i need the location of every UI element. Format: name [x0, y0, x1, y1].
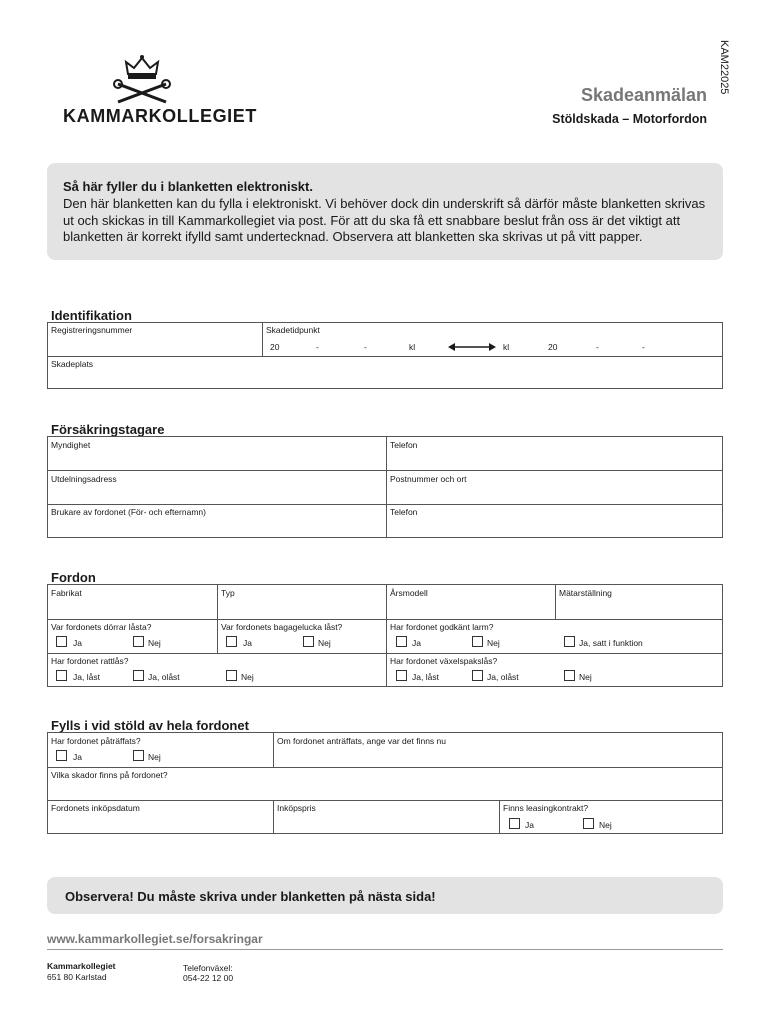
year-prefix-from: 20: [270, 342, 280, 352]
checkbox-dorrar-ja[interactable]: [56, 636, 67, 647]
skador-field[interactable]: [48, 779, 722, 800]
label-inkopsdatum: Fordonets inköpsdatum: [51, 803, 140, 813]
instructions-box: [47, 163, 723, 260]
option-label: Ja, satt i funktion: [579, 638, 643, 648]
option-label: Nej: [241, 672, 254, 682]
option-label: Ja: [243, 638, 252, 648]
checkbox-vaxel-ja-last[interactable]: [396, 670, 407, 681]
option-label: Nej: [318, 638, 331, 648]
label-utdelningsadress: Utdelningsadress: [51, 474, 117, 484]
option-label: Ja, låst: [73, 672, 100, 682]
label-telefon-brukare: Telefon: [390, 507, 418, 517]
typ-field[interactable]: [218, 597, 386, 619]
anttraffats-field[interactable]: [274, 745, 722, 767]
section-title-identifikation: Identifikation: [51, 308, 132, 323]
inkopsdatum-field[interactable]: [48, 812, 273, 833]
checkbox-larm-nej[interactable]: [472, 636, 483, 647]
label-fabrikat: Fabrikat: [51, 588, 82, 598]
option-label: Nej: [599, 820, 612, 830]
label-arsmodell: Årsmodell: [390, 588, 428, 598]
checkbox-leasing-ja[interactable]: [509, 818, 520, 829]
option-label: Ja, låst: [412, 672, 439, 682]
date-separator: -: [316, 342, 319, 352]
label-rattlas: Har fordonet rattlås?: [51, 656, 129, 666]
postnummer-field[interactable]: [387, 483, 722, 504]
checkbox-larm-ja-satt[interactable]: [564, 636, 575, 647]
date-separator: -: [596, 342, 599, 352]
footer-address: 651 80 Karlstad: [47, 972, 107, 982]
option-label: Nej: [148, 752, 161, 762]
myndighet-field[interactable]: [48, 449, 386, 470]
identifikation-table: [47, 322, 723, 389]
checkbox-vaxel-ja-olast[interactable]: [472, 670, 483, 681]
skadetidpunkt-field[interactable]: [263, 333, 722, 356]
arsmodell-field[interactable]: [387, 597, 555, 619]
crest-logo-icon: [112, 54, 172, 104]
label-telefon: Telefon: [390, 440, 418, 450]
option-label: Ja, olåst: [148, 672, 180, 682]
label-anttraffats: Om fordonet anträffats, ange var det finns nu: [277, 736, 446, 746]
forsakringstagare-table: [47, 436, 723, 538]
checkbox-rattlas-ja-last[interactable]: [56, 670, 67, 681]
stold-table: [47, 732, 723, 834]
matarstallning-field[interactable]: [556, 597, 722, 619]
option-label: Nej: [579, 672, 592, 682]
signature-notice: Observera! Du måste skriva under blanketten på nästa sida!: [65, 889, 436, 904]
telefon-field[interactable]: [387, 449, 722, 470]
option-label: Ja: [525, 820, 534, 830]
checkbox-rattlas-ja-olast[interactable]: [133, 670, 144, 681]
page-title: Skadeanmälan: [580, 85, 707, 105]
footer-phone: 054-22 12 00: [183, 973, 234, 983]
footer-phone-label: Telefonväxel:: [183, 963, 233, 973]
label-vaxelspakslas: Har fordonet växelspakslås?: [390, 656, 498, 666]
option-label: Ja: [412, 638, 421, 648]
fordon-table: [47, 584, 723, 687]
instructions-heading: Så här fyller du i blanketten elektroniskt.: [63, 179, 313, 194]
option-label: Ja: [73, 638, 82, 648]
checkbox-patraffats-nej[interactable]: [133, 750, 144, 761]
checkbox-larm-ja[interactable]: [396, 636, 407, 647]
label-typ: Typ: [221, 588, 235, 598]
label-brukare: Brukare av fordonet (För- och efternamn): [51, 507, 206, 517]
instructions-text: Den här blanketten kan du fylla i elektroniskt. Vi behöver dock din underskrift så därför måste blanketten skrivas ut och skickas in till Kammarkollegiet via post. För att du ska få ett snabbare beslut från oss är det viktigt att blanketten är korrekt ifylld samt undertecknad. Observera att blanketten ska skrivas ut på vitt papper.: [63, 196, 706, 244]
year-prefix-to: 20: [548, 342, 558, 352]
label-leasing: Finns leasingkontrakt?: [503, 803, 589, 813]
checkbox-vaxel-nej[interactable]: [564, 670, 575, 681]
label-patraffats: Har fordonet påträffats?: [51, 736, 141, 746]
label-registreringsnummer: Registreringsnummer: [51, 325, 133, 335]
section-title-stold: Fylls i vid stöld av hela fordonet: [51, 718, 249, 733]
document-id: KAM22025: [718, 40, 730, 95]
label-larm: Har fordonet godkänt larm?: [390, 622, 494, 632]
footer-org: Kammarkollegiet: [47, 961, 116, 971]
label-skador: Vilka skador finns på fordonet?: [51, 770, 168, 780]
brukare-field[interactable]: [48, 516, 386, 537]
checkbox-dorrar-nej[interactable]: [133, 636, 144, 647]
label-matarstallning: Mätarställning: [559, 588, 612, 598]
option-label: Ja, olåst: [487, 672, 519, 682]
time-label-from: kl: [409, 342, 416, 352]
utdelningsadress-field[interactable]: [48, 483, 386, 504]
checkbox-bagage-ja[interactable]: [226, 636, 237, 647]
label-inkopspris: Inköpspris: [277, 803, 316, 813]
checkbox-rattlas-nej[interactable]: [226, 670, 237, 681]
label-dorrar-lasta: Var fordonets dörrar låsta?: [51, 622, 152, 632]
option-label: Nej: [487, 638, 500, 648]
checkbox-leasing-nej[interactable]: [583, 818, 594, 829]
checkbox-patraffats-ja[interactable]: [56, 750, 67, 761]
option-label: Nej: [148, 638, 161, 648]
signature-notice-box: [47, 877, 723, 914]
page-subtitle: Stöldskada – Motorfordon: [552, 112, 707, 126]
section-title-fordon: Fordon: [51, 570, 96, 585]
option-label: Ja: [73, 752, 82, 762]
label-skadetidpunkt: Skadetidpunkt: [266, 325, 320, 335]
time-label-to: kl: [503, 342, 510, 352]
footer-divider: [47, 949, 723, 950]
skadeplats-field[interactable]: [48, 367, 722, 388]
telefon-brukare-field[interactable]: [387, 516, 722, 537]
label-postnummer: Postnummer och ort: [390, 474, 467, 484]
logo-wordmark: KAMMARKOLLEGIET: [63, 106, 257, 126]
label-bagagelucka: Var fordonets bagagelucka låst?: [221, 622, 343, 632]
label-myndighet: Myndighet: [51, 440, 91, 450]
date-separator: -: [364, 342, 367, 352]
inkopspris-field[interactable]: [274, 812, 499, 833]
regnr-field[interactable]: [48, 333, 262, 356]
label-skadeplats: Skadeplats: [51, 359, 94, 369]
website-link[interactable]: www.kammarkollegiet.se/forsakringar: [47, 932, 263, 946]
section-title-forsakringstagare: Försäkringstagare: [51, 422, 165, 437]
checkbox-bagage-nej[interactable]: [303, 636, 314, 647]
date-separator: -: [642, 342, 645, 352]
fabrikat-field[interactable]: [48, 597, 217, 619]
